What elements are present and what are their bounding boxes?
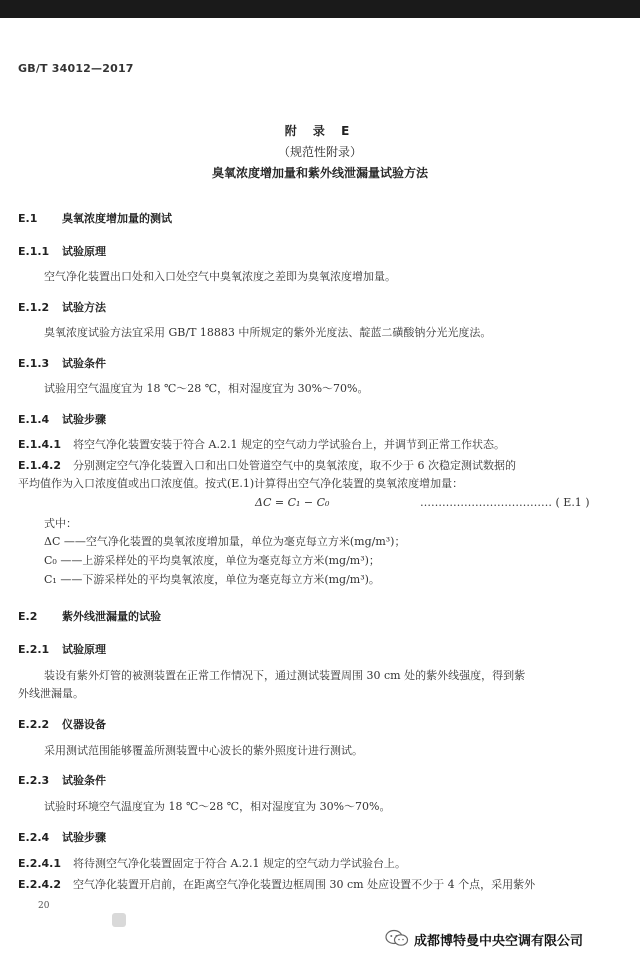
clause-number: E.1.4.2 [18, 459, 62, 472]
clause-text: 分别测定空气净化装置入口和出口处管道空气中的臭氧浓度，取不少于 6 次稳定测试数据的 [73, 459, 517, 472]
subsection-heading [18, 355, 106, 371]
clause-text: 将空气净化装置安装于符合 A.2.1 规定的空气动力学试验台上，并调节到正常工作状态。 [73, 438, 505, 451]
top-bar [0, 0, 640, 18]
watermark-mark [112, 913, 126, 927]
section-title: 试验条件 [62, 357, 106, 370]
paragraph: 试验时环境空气温度宜为 18 ℃～28 ℃，相对湿度宜为 30%～70%。 [44, 800, 391, 813]
where-label: 式中： [44, 517, 77, 530]
annex-title: 臭氧浓度增加量和紫外线泄漏量试验方法 [211, 166, 428, 180]
subsection-heading [18, 299, 106, 315]
section-number: E.1 [18, 212, 38, 225]
paragraph: 平均值作为入口浓度值或出口浓度值。按式(E.1)计算得出空气净化装置的臭氧浓度增加量： [18, 477, 464, 490]
clause [18, 857, 406, 870]
section-number: E.1.4 [18, 413, 50, 426]
page-number: 20 [38, 901, 50, 911]
clause-number: E.1.4.1 [18, 438, 62, 451]
section-title: 试验原理 [62, 643, 106, 656]
subsection-heading [18, 411, 106, 427]
clause [18, 459, 516, 472]
section-number: E.1.3 [18, 357, 50, 370]
definition-item: ΔC ——空气净化装置的臭氧浓度增加量，单位为毫克每立方米(mg/m³)； [44, 535, 406, 548]
clause-text: 将待测空气净化装置固定于符合 A.2.1 规定的空气动力学试验台上。 [73, 857, 406, 870]
paragraph: 试验用空气温度宜为 18 ℃～28 ℃，相对湿度宜为 30%～70%。 [44, 382, 369, 395]
section-number: E.1.1 [18, 245, 50, 258]
section-title: 仪器设备 [62, 718, 106, 731]
section-number: E.2.3 [18, 774, 50, 787]
section-heading [18, 210, 172, 226]
annex-label: 附 录 E [284, 124, 356, 138]
subsection-heading [18, 772, 106, 788]
paragraph: 采用测试范围能够覆盖所测装置中心波长的紫外照度计进行测试。 [44, 744, 363, 757]
section-title: 试验原理 [62, 245, 106, 258]
clause-number: E.2.4.2 [18, 878, 62, 891]
section-title: 试验条件 [62, 774, 106, 787]
formula: ΔC = C₁ − C₀ [255, 496, 330, 509]
section-heading [18, 608, 161, 624]
section-number: E.2.1 [18, 643, 50, 656]
subsection-heading [18, 716, 106, 732]
section-number: E.2.4 [18, 831, 50, 844]
paragraph: 臭氧浓度试验方法宜采用 GB/T 18883 中所规定的紫外光度法、靛蓝二磺酸钠分光光度法。 [44, 326, 492, 339]
paragraph: 装设有紫外灯管的被测装置在正常工作情况下，通过测试装置周围 30 cm 处的紫外线强度，得到紫 [44, 669, 526, 682]
standard-number: GB/T 34012—2017 [18, 62, 134, 75]
subsection-heading [18, 641, 106, 657]
definition-item: C₀ ——上游采样处的平均臭氧浓度，单位为毫克每立方米(mg/m³)； [44, 554, 380, 567]
section-number: E.1.2 [18, 301, 50, 314]
clause-number: E.2.4.1 [18, 857, 62, 870]
section-number: E.2.2 [18, 718, 50, 731]
annex-type: （规范性附录） [277, 145, 362, 159]
subsection-heading [18, 243, 106, 259]
clause [18, 878, 535, 891]
section-title: 试验方法 [62, 301, 106, 314]
paragraph: 外线泄漏量。 [18, 687, 84, 700]
wechat-icon [385, 929, 409, 947]
wechat-account-name: 成都博特曼中央空调有限公司 [414, 934, 584, 949]
section-title: 试验步骤 [62, 413, 106, 426]
section-title: 试验步骤 [62, 831, 106, 844]
clause-text: 空气净化装置开启前，在距离空气净化装置边框周围 30 cm 处应设置不少于 4 个点，采用紫外 [73, 878, 536, 891]
paragraph: 空气净化装置出口处和入口处空气中臭氧浓度之差即为臭氧浓度增加量。 [44, 270, 396, 283]
subsection-heading [18, 829, 106, 845]
definition-item: C₁ ——下游采样处的平均臭氧浓度，单位为毫克每立方米(mg/m³)。 [44, 573, 380, 586]
clause [18, 438, 505, 451]
equation-reference: ……………………………… ( E.1 ) [420, 496, 590, 509]
section-number: E.2 [18, 610, 38, 623]
section-title: 紫外线泄漏量的试验 [62, 610, 161, 623]
section-title: 臭氧浓度增加量的测试 [62, 212, 172, 225]
